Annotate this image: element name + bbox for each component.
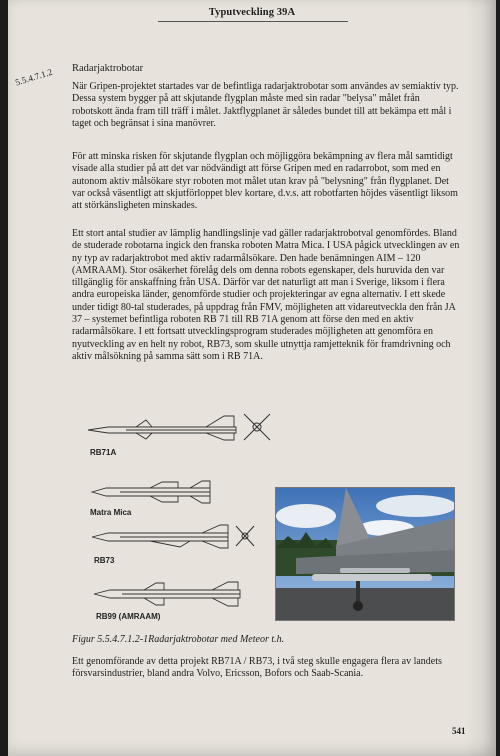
missile-rb99-icon xyxy=(92,580,252,608)
missile-matra-mica-icon xyxy=(90,478,220,506)
paragraph-2: För att minska risken för skjutande flygplan och möjliggöra bekämpning av flera mål samtidigt visade alla studier på att det var nödvändigt att förse Gripen med en radarrobot, som med en autonom aktiv målsökare styr roboten mot målet utan krav på "belysning" från flygplanet. Det var också väsentligt att skjutförloppet blev kortare, d.v.s. att robotfarten höjdes väsentligt liksom att störkänsligheten minskades. xyxy=(72,151,458,212)
paragraph-3: Ett stort antal studier av lämplig handlingslinje vad gäller radarjaktrobotval genomfördes. Bland de studerade robotarna ingick den franska roboten Matra Mica. I USA pågick utvecklingen av en ny typ av radarjaktrobot med aktiv radarmålsökare. Den hade benämningen AIM – 120 (AMRAAM). Stor osäkerhet förelåg dels om denna robots egenskaper, dels huruvida den var tillgänglig för anskaffning från USA. Därför var det naturligt att man i Sverige, liksom i flera andra europeiska länder, genomförde studier och projekteringar av egna alternativ. I ett skede under tidigt 80-tal studerades, på uppdrag från FMV, möjligheten att vidareutveckla den från JA 37 – systemet befintliga roboten RB 71 till RB 71A genom att förse den med en aktiv radarmålsökare. I ett fortsatt utvecklingsprogram studerades möjligheten att genomföra en nyutveckling av en helt ny robot, RB73, som skulle utnyttja ramjetteknik för framdrivning och aktiv målsökning på samma sätt som i RB 71A. xyxy=(72,228,460,362)
label-matra-mica: Matra Mica xyxy=(90,508,132,517)
missile-rb73-icon xyxy=(90,522,260,550)
book-page xyxy=(8,0,496,756)
label-rb71a: RB71A xyxy=(90,448,117,457)
page-number: 541 xyxy=(452,726,466,736)
missile-rb71a-icon xyxy=(86,410,276,442)
photo-aircraft-with-meteor xyxy=(275,487,455,621)
paragraph-4: Ett genomförande av detta projekt RB71A / RB73, i två steg skulle engagera flera av landets försvarsindustrier, bland andra Volvo, Ericsson, Bofors och Saab-Scania. xyxy=(72,656,442,680)
figure-caption: Figur 5.5.4.7.1.2-1Radarjaktrobotar med Meteor t.h. xyxy=(72,634,285,645)
label-rb99-amraam: RB99 (AMRAAM) xyxy=(96,612,161,621)
label-rb73: RB73 xyxy=(94,556,115,565)
running-header: Typutveckling 39A xyxy=(208,7,296,18)
section-number: 5.5.4.7.1.2 xyxy=(14,66,54,88)
header-rule xyxy=(158,21,348,22)
section-title: Radarjaktrobotar xyxy=(72,63,144,74)
paragraph-1: När Gripen-projektet startades var de befintliga radarjaktrobotar som användes av semiaktiv typ. Dessa system bygger på att skjutande flygplan måste med sin radar "belysa" målet från robotskott ända fram till träff i målet. Jaktflygplanet är således bundet till att bekämpa ett mål i taget och begränsat i sina manövrer. xyxy=(72,81,459,129)
